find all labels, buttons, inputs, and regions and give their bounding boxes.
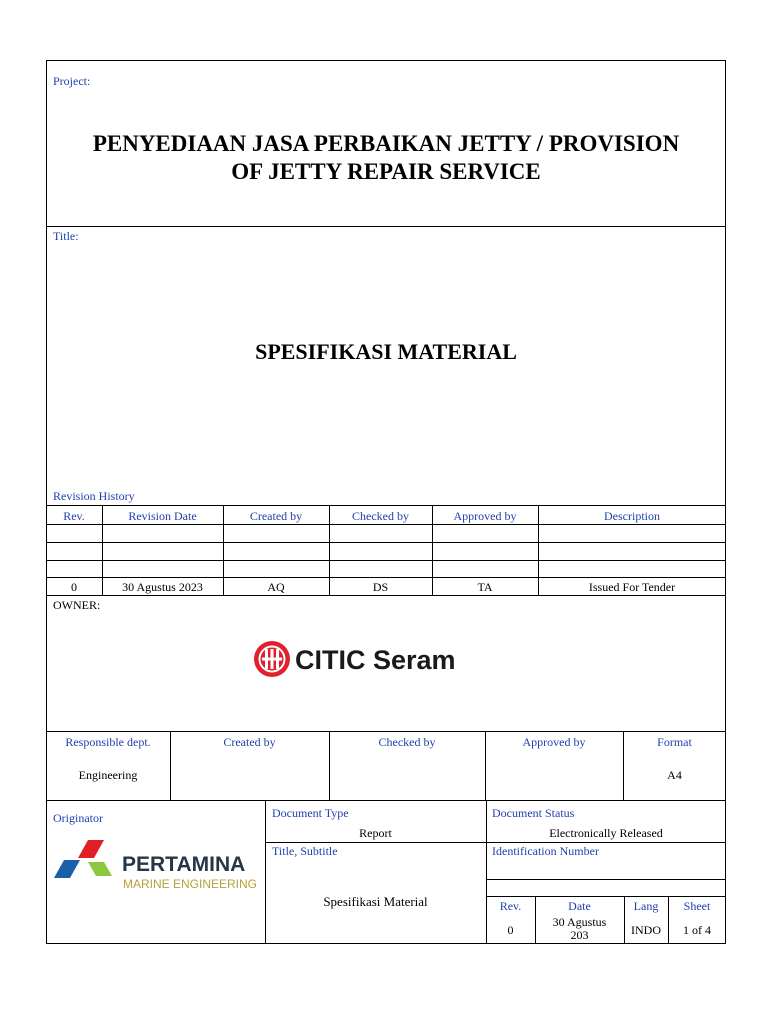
document-type-label: Document Type	[272, 806, 349, 820]
revision-cell: AQ	[267, 580, 285, 594]
date-line1: 30 Agustus	[552, 915, 607, 929]
responsible-dept-header: Responsible dept.	[65, 735, 151, 749]
pertamina-logo	[52, 838, 262, 890]
description-header: Description	[604, 509, 660, 523]
format-header: Format	[657, 735, 692, 749]
document-type-value: Report	[359, 826, 392, 840]
format-value: A4	[667, 768, 682, 782]
approved-by-header: Approved by	[522, 735, 586, 749]
citic-seram-logo-text: CITIC Seram	[295, 645, 456, 675]
created-by-header: Created by	[249, 509, 303, 523]
revision-cell: TA	[477, 580, 493, 594]
divider	[46, 505, 726, 506]
date-value	[535, 916, 624, 942]
checked-by-header: Checked by	[352, 509, 409, 523]
divider	[46, 800, 726, 801]
citic-logo-icon	[253, 638, 463, 680]
citic-seram-logo	[253, 638, 463, 680]
lang-label: Lang	[633, 899, 659, 913]
revision-history-label: Revision History	[53, 489, 135, 503]
divider	[46, 226, 726, 227]
revision-cell: 0	[71, 580, 77, 594]
revision-cell: Issued For Tender	[588, 580, 676, 594]
document-status-value: Electronically Released	[549, 826, 663, 840]
identification-number-label: Identification Number	[492, 844, 599, 858]
owner-label: OWNER:	[53, 598, 101, 612]
lang-value: INDO	[631, 923, 661, 937]
document-frame	[46, 60, 726, 944]
approved-by-header: Approved by	[453, 509, 517, 523]
pertamina-logo-subtext: MARINE ENGINEERING	[123, 877, 258, 890]
divider	[46, 731, 726, 732]
title-label: Title:	[53, 229, 79, 243]
checked-by-header: Checked by	[378, 735, 436, 749]
divider	[46, 577, 726, 578]
title-subtitle-label: Title, Subtitle	[272, 844, 338, 858]
pertamina-logo-icon	[52, 838, 262, 890]
rev-header: Rev.	[63, 509, 85, 523]
created-by-header: Created by	[223, 735, 276, 749]
pertamina-logo-text: PERTAMINA	[122, 853, 246, 876]
rev-value: 0	[507, 923, 514, 937]
responsible-dept-value: Engineering	[78, 768, 138, 782]
divider	[486, 896, 726, 897]
document-status-label: Document Status	[492, 806, 575, 820]
title-subtitle-value: Spesifikasi Material	[323, 894, 428, 909]
date-label: Date	[568, 899, 591, 913]
project-title-line1: PENYEDIAAN JASA PERBAIKAN JETTY / PROVISION	[92, 131, 680, 156]
revision-date-header: Revision Date	[128, 509, 197, 523]
divider	[46, 542, 726, 543]
divider	[486, 879, 726, 880]
sheet-value: 1 of 4	[683, 923, 711, 937]
date-line2: 203	[570, 928, 589, 942]
document-title: SPESIFIKASI MATERIAL	[255, 339, 517, 364]
revision-cell: 30 Agustus 2023	[122, 580, 203, 594]
divider	[265, 842, 726, 843]
project-title	[46, 130, 726, 186]
divider	[46, 595, 726, 596]
originator-label: Originator	[53, 811, 103, 825]
sheet-label: Sheet	[683, 899, 711, 913]
rev-label: Rev.	[499, 899, 522, 913]
divider	[46, 524, 726, 525]
divider	[265, 800, 266, 944]
revision-cell: DS	[372, 580, 389, 594]
project-label: Project:	[53, 74, 91, 88]
project-title-line2: OF JETTY REPAIR SERVICE	[231, 159, 541, 184]
divider	[46, 560, 726, 561]
